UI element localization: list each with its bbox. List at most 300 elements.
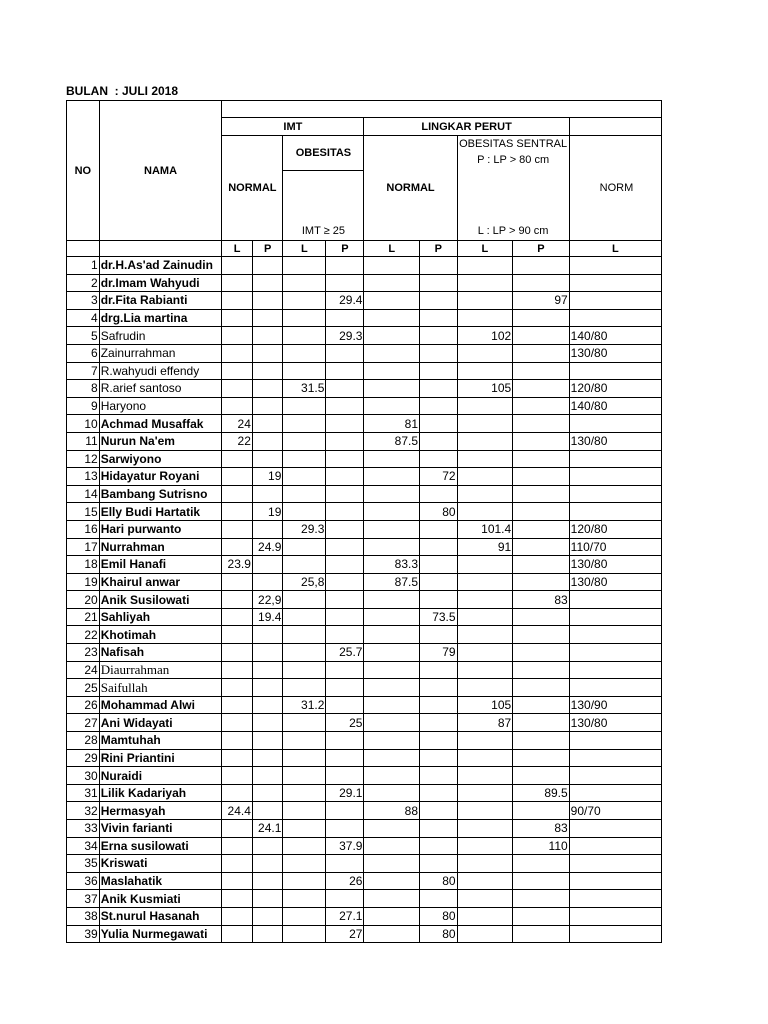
cell-imt-obesitas-p bbox=[326, 380, 364, 398]
header-sub-lp-normal-p: P bbox=[420, 241, 458, 257]
cell-imt-normal-l: 23.9 bbox=[222, 556, 253, 574]
cell-imt-normal-p bbox=[252, 802, 283, 820]
cell-imt-normal-p bbox=[252, 644, 283, 662]
cell-normal-l: 130/80 bbox=[569, 556, 661, 574]
cell-imt-normal-l bbox=[222, 907, 253, 925]
cell-imt-obesitas-l bbox=[283, 644, 326, 662]
cell-lp-normal-l bbox=[364, 344, 420, 362]
header-sub-imt-normal-l: L bbox=[222, 241, 253, 257]
cell-lp-sentral-p bbox=[513, 327, 570, 345]
row-number: 15 bbox=[67, 503, 100, 521]
cell-imt-obesitas-l: 25,8 bbox=[283, 573, 326, 591]
header-blank-row bbox=[222, 101, 662, 118]
cell-imt-obesitas-l bbox=[283, 415, 326, 433]
row-number: 28 bbox=[67, 732, 100, 750]
cell-lp-normal-p bbox=[420, 573, 458, 591]
cell-normal-l bbox=[569, 661, 661, 679]
cell-lp-sentral-p bbox=[513, 696, 570, 714]
cell-lp-normal-p bbox=[420, 257, 458, 275]
cell-lp-normal-l bbox=[364, 890, 420, 908]
cell-imt-normal-p bbox=[252, 855, 283, 873]
row-number: 37 bbox=[67, 890, 100, 908]
cell-lp-sentral-l bbox=[457, 626, 513, 644]
cell-imt-normal-p bbox=[252, 767, 283, 785]
cell-lp-sentral-p bbox=[513, 380, 570, 398]
cell-lp-sentral-p bbox=[513, 644, 570, 662]
cell-imt-normal-l bbox=[222, 309, 253, 327]
row-name: Mamtuhah bbox=[99, 732, 222, 750]
cell-imt-normal-p bbox=[252, 784, 283, 802]
header-blank-cell bbox=[569, 118, 661, 136]
cell-imt-obesitas-l bbox=[283, 872, 326, 890]
cell-imt-normal-l bbox=[222, 397, 253, 415]
cell-imt-normal-p bbox=[252, 696, 283, 714]
cell-lp-normal-l bbox=[364, 626, 420, 644]
cell-lp-sentral-l bbox=[457, 925, 513, 943]
cell-imt-obesitas-l bbox=[283, 327, 326, 345]
cell-imt-obesitas-l bbox=[283, 608, 326, 626]
cell-imt-normal-l bbox=[222, 925, 253, 943]
row-name: Sarwiyono bbox=[99, 450, 222, 468]
header-imt-normal: NORMAL bbox=[222, 136, 283, 241]
cell-imt-obesitas-p bbox=[326, 468, 364, 486]
cell-imt-obesitas-p bbox=[326, 257, 364, 275]
cell-imt-obesitas-l bbox=[283, 538, 326, 556]
cell-normal-l bbox=[569, 925, 661, 943]
cell-imt-normal-l bbox=[222, 749, 253, 767]
header-imt-obesitas: OBESITAS bbox=[283, 136, 364, 171]
cell-imt-normal-p bbox=[252, 344, 283, 362]
header-imt: IMT bbox=[222, 118, 364, 136]
cell-imt-normal-l bbox=[222, 257, 253, 275]
row-name: Diaurrahman bbox=[99, 661, 222, 679]
cell-lp-normal-l bbox=[364, 608, 420, 626]
row-name: dr.H.As'ad Zainudin bbox=[99, 257, 222, 275]
row-number: 13 bbox=[67, 468, 100, 486]
cell-imt-obesitas-l bbox=[283, 362, 326, 380]
cell-lp-sentral-l bbox=[457, 907, 513, 925]
cell-lp-normal-p bbox=[420, 274, 458, 292]
row-number: 5 bbox=[67, 327, 100, 345]
cell-lp-normal-l bbox=[364, 591, 420, 609]
cell-imt-normal-l bbox=[222, 696, 253, 714]
header-sub-lp-normal-l: L bbox=[364, 241, 420, 257]
cell-lp-sentral-l: 87 bbox=[457, 714, 513, 732]
row-name: Nurun Na'em bbox=[99, 432, 222, 450]
cell-imt-normal-p bbox=[252, 661, 283, 679]
cell-imt-normal-l bbox=[222, 485, 253, 503]
cell-lp-normal-l: 83.3 bbox=[364, 556, 420, 574]
cell-normal-l bbox=[569, 503, 661, 521]
cell-imt-obesitas-p bbox=[326, 397, 364, 415]
cell-normal-l: 110/70 bbox=[569, 538, 661, 556]
cell-lp-sentral-l: 105 bbox=[457, 696, 513, 714]
cell-lp-normal-l bbox=[364, 925, 420, 943]
cell-imt-obesitas-p bbox=[326, 503, 364, 521]
table-row bbox=[67, 784, 662, 802]
cell-lp-sentral-l bbox=[457, 644, 513, 662]
row-number: 38 bbox=[67, 907, 100, 925]
cell-imt-normal-l bbox=[222, 380, 253, 398]
cell-lp-sentral-l bbox=[457, 802, 513, 820]
row-number: 10 bbox=[67, 415, 100, 433]
header-lp-normal: NORMAL bbox=[364, 136, 457, 241]
cell-lp-sentral-l: 105 bbox=[457, 380, 513, 398]
cell-lp-sentral-l bbox=[457, 855, 513, 873]
cell-lp-normal-l bbox=[364, 362, 420, 380]
table-row bbox=[67, 837, 662, 855]
table-row bbox=[67, 591, 662, 609]
cell-imt-normal-l bbox=[222, 784, 253, 802]
cell-imt-normal-p bbox=[252, 714, 283, 732]
cell-lp-normal-l bbox=[364, 907, 420, 925]
cell-lp-sentral-p bbox=[513, 749, 570, 767]
cell-lp-sentral-l bbox=[457, 257, 513, 275]
row-name: Anik Susilowati bbox=[99, 591, 222, 609]
cell-normal-l bbox=[569, 820, 661, 838]
row-name: Erna susilowati bbox=[99, 837, 222, 855]
cell-imt-normal-l bbox=[222, 450, 253, 468]
cell-lp-normal-l bbox=[364, 274, 420, 292]
row-name: Ani Widayati bbox=[99, 714, 222, 732]
cell-imt-obesitas-p bbox=[326, 749, 364, 767]
cell-lp-sentral-l bbox=[457, 608, 513, 626]
cell-lp-normal-l bbox=[364, 485, 420, 503]
table-row bbox=[67, 644, 662, 662]
cell-imt-normal-l bbox=[222, 573, 253, 591]
cell-imt-obesitas-p bbox=[326, 432, 364, 450]
cell-lp-sentral-p bbox=[513, 767, 570, 785]
cell-imt-obesitas-p bbox=[326, 485, 364, 503]
cell-lp-normal-l: 88 bbox=[364, 802, 420, 820]
cell-imt-obesitas-p bbox=[326, 415, 364, 433]
cell-lp-normal-l bbox=[364, 714, 420, 732]
cell-imt-normal-l: 24 bbox=[222, 415, 253, 433]
cell-lp-sentral-p: 83 bbox=[513, 591, 570, 609]
cell-lp-normal-l bbox=[364, 450, 420, 468]
cell-imt-normal-l bbox=[222, 872, 253, 890]
cell-imt-normal-p: 19 bbox=[252, 503, 283, 521]
cell-imt-normal-p bbox=[252, 415, 283, 433]
cell-imt-normal-l bbox=[222, 890, 253, 908]
row-name: Nafisah bbox=[99, 644, 222, 662]
row-name: Maslahatik bbox=[99, 872, 222, 890]
row-name: Lilik Kadariyah bbox=[99, 784, 222, 802]
cell-normal-l bbox=[569, 872, 661, 890]
cell-imt-obesitas-l: 29.3 bbox=[283, 520, 326, 538]
cell-imt-normal-p bbox=[252, 749, 283, 767]
cell-lp-normal-l bbox=[364, 468, 420, 486]
cell-lp-normal-p bbox=[420, 837, 458, 855]
header-obesitas-sentral-label: OBESITAS SENTRAL bbox=[459, 138, 568, 150]
cell-lp-normal-p bbox=[420, 591, 458, 609]
cell-imt-obesitas-p bbox=[326, 696, 364, 714]
cell-lp-normal-p: 80 bbox=[420, 907, 458, 925]
row-number: 33 bbox=[67, 820, 100, 838]
cell-imt-normal-p: 19.4 bbox=[252, 608, 283, 626]
cell-normal-l bbox=[569, 450, 661, 468]
cell-imt-obesitas-p bbox=[326, 802, 364, 820]
cell-imt-obesitas-l bbox=[283, 344, 326, 362]
table-row bbox=[67, 274, 662, 292]
cell-imt-obesitas-p bbox=[326, 767, 364, 785]
header-obesitas-sentral bbox=[457, 136, 569, 171]
cell-imt-obesitas-p bbox=[326, 556, 364, 574]
cell-lp-sentral-l: 91 bbox=[457, 538, 513, 556]
cell-lp-sentral-l bbox=[457, 485, 513, 503]
row-number: 35 bbox=[67, 855, 100, 873]
cell-imt-obesitas-l: 31.2 bbox=[283, 696, 326, 714]
cell-imt-obesitas-l bbox=[283, 714, 326, 732]
cell-lp-normal-p bbox=[420, 855, 458, 873]
cell-imt-normal-p bbox=[252, 397, 283, 415]
cell-imt-obesitas-p: 25 bbox=[326, 714, 364, 732]
row-name: Yulia Nurmegawati bbox=[99, 925, 222, 943]
cell-lp-normal-p bbox=[420, 344, 458, 362]
cell-lp-normal-p bbox=[420, 485, 458, 503]
cell-imt-normal-p bbox=[252, 362, 283, 380]
row-name: Khairul anwar bbox=[99, 573, 222, 591]
cell-imt-obesitas-l bbox=[283, 485, 326, 503]
cell-imt-normal-p bbox=[252, 890, 283, 908]
cell-lp-sentral-l bbox=[457, 837, 513, 855]
header-sub-blank-no bbox=[67, 241, 100, 257]
cell-imt-normal-l bbox=[222, 344, 253, 362]
cell-lp-normal-p: 80 bbox=[420, 925, 458, 943]
cell-imt-normal-l bbox=[222, 468, 253, 486]
header-sub-normal-l: L bbox=[569, 241, 661, 257]
cell-lp-sentral-p bbox=[513, 626, 570, 644]
row-name: Hidayatur Royani bbox=[99, 468, 222, 486]
table-row bbox=[67, 503, 662, 521]
cell-imt-obesitas-p bbox=[326, 450, 364, 468]
cell-imt-obesitas-p bbox=[326, 591, 364, 609]
cell-imt-normal-p bbox=[252, 556, 283, 574]
cell-imt-normal-p: 24.9 bbox=[252, 538, 283, 556]
cell-imt-normal-p bbox=[252, 520, 283, 538]
cell-imt-obesitas-l bbox=[283, 626, 326, 644]
cell-imt-normal-p bbox=[252, 309, 283, 327]
cell-lp-sentral-p bbox=[513, 608, 570, 626]
row-number: 36 bbox=[67, 872, 100, 890]
cell-lp-normal-p bbox=[420, 732, 458, 750]
cell-imt-obesitas-p bbox=[326, 608, 364, 626]
table-row bbox=[67, 714, 662, 732]
row-name: Mohammad Alwi bbox=[99, 696, 222, 714]
cell-lp-normal-p bbox=[420, 626, 458, 644]
table-row bbox=[67, 292, 662, 310]
cell-lp-sentral-l bbox=[457, 732, 513, 750]
row-number: 16 bbox=[67, 520, 100, 538]
cell-imt-obesitas-p: 29.3 bbox=[326, 327, 364, 345]
cell-imt-obesitas-l bbox=[283, 274, 326, 292]
cell-imt-obesitas-l: 31.5 bbox=[283, 380, 326, 398]
cell-lp-sentral-l bbox=[457, 784, 513, 802]
table-row bbox=[67, 802, 662, 820]
cell-lp-sentral-l bbox=[457, 872, 513, 890]
cell-lp-normal-p bbox=[420, 556, 458, 574]
cell-imt-obesitas-p: 37.9 bbox=[326, 837, 364, 855]
table-body bbox=[67, 257, 662, 943]
cell-imt-obesitas-l bbox=[283, 661, 326, 679]
cell-imt-obesitas-l bbox=[283, 890, 326, 908]
cell-imt-obesitas-l bbox=[283, 397, 326, 415]
row-number: 27 bbox=[67, 714, 100, 732]
cell-lp-sentral-p bbox=[513, 520, 570, 538]
table-row bbox=[67, 925, 662, 943]
row-name: St.nurul Hasanah bbox=[99, 907, 222, 925]
row-number: 22 bbox=[67, 626, 100, 644]
cell-imt-normal-p bbox=[252, 732, 283, 750]
row-name: drg.Lia martina bbox=[99, 309, 222, 327]
cell-lp-sentral-p bbox=[513, 309, 570, 327]
cell-lp-normal-l bbox=[364, 749, 420, 767]
header-lp-l-rule: L : LP > 90 cm bbox=[457, 171, 569, 241]
row-number: 20 bbox=[67, 591, 100, 609]
cell-imt-obesitas-p bbox=[326, 520, 364, 538]
cell-lp-sentral-p: 97 bbox=[513, 292, 570, 310]
cell-lp-sentral-p bbox=[513, 274, 570, 292]
header-lingkar-perut: LINGKAR PERUT bbox=[364, 118, 569, 136]
cell-lp-normal-l bbox=[364, 397, 420, 415]
cell-imt-normal-p bbox=[252, 925, 283, 943]
header-sub-lp-sentral-l: L bbox=[457, 241, 513, 257]
cell-imt-obesitas-l bbox=[283, 468, 326, 486]
row-number: 23 bbox=[67, 644, 100, 662]
table-row bbox=[67, 485, 662, 503]
cell-normal-l: 130/90 bbox=[569, 696, 661, 714]
cell-lp-sentral-p: 110 bbox=[513, 837, 570, 855]
table-row bbox=[67, 309, 662, 327]
cell-imt-obesitas-p bbox=[326, 344, 364, 362]
cell-imt-obesitas-l bbox=[283, 802, 326, 820]
cell-lp-normal-p bbox=[420, 784, 458, 802]
cell-normal-l: 140/80 bbox=[569, 397, 661, 415]
row-number: 30 bbox=[67, 767, 100, 785]
cell-imt-obesitas-p bbox=[326, 274, 364, 292]
cell-imt-obesitas-l bbox=[283, 432, 326, 450]
cell-imt-normal-p bbox=[252, 907, 283, 925]
row-number: 12 bbox=[67, 450, 100, 468]
cell-lp-normal-l bbox=[364, 661, 420, 679]
cell-normal-l bbox=[569, 644, 661, 662]
cell-imt-obesitas-l bbox=[283, 257, 326, 275]
cell-lp-sentral-l: 101.4 bbox=[457, 520, 513, 538]
cell-normal-l: 130/80 bbox=[569, 432, 661, 450]
cell-normal-l bbox=[569, 749, 661, 767]
cell-lp-sentral-l bbox=[457, 274, 513, 292]
header-nama: NAMA bbox=[99, 101, 222, 241]
cell-imt-obesitas-p: 27.1 bbox=[326, 907, 364, 925]
cell-imt-obesitas-p: 29.1 bbox=[326, 784, 364, 802]
row-number: 19 bbox=[67, 573, 100, 591]
cell-lp-sentral-l bbox=[457, 661, 513, 679]
cell-lp-sentral-p bbox=[513, 397, 570, 415]
cell-lp-normal-l bbox=[364, 872, 420, 890]
row-number: 4 bbox=[67, 309, 100, 327]
cell-normal-l bbox=[569, 591, 661, 609]
row-name: Hermasyah bbox=[99, 802, 222, 820]
header-lp-p-rule: P : LP > 80 cm bbox=[477, 154, 550, 166]
row-number: 14 bbox=[67, 485, 100, 503]
cell-lp-sentral-p bbox=[513, 855, 570, 873]
cell-lp-normal-p bbox=[420, 890, 458, 908]
row-number: 21 bbox=[67, 608, 100, 626]
cell-imt-obesitas-l bbox=[283, 309, 326, 327]
cell-lp-sentral-p bbox=[513, 732, 570, 750]
table-row bbox=[67, 362, 662, 380]
table-row bbox=[67, 679, 662, 697]
cell-normal-l bbox=[569, 837, 661, 855]
cell-imt-obesitas-l bbox=[283, 907, 326, 925]
cell-normal-l bbox=[569, 257, 661, 275]
cell-lp-sentral-l bbox=[457, 556, 513, 574]
cell-imt-normal-p: 22,9 bbox=[252, 591, 283, 609]
cell-lp-normal-p bbox=[420, 450, 458, 468]
cell-lp-normal-l: 81 bbox=[364, 415, 420, 433]
cell-lp-sentral-l bbox=[457, 679, 513, 697]
cell-lp-sentral-l bbox=[457, 362, 513, 380]
cell-lp-normal-p bbox=[420, 415, 458, 433]
cell-imt-normal-l bbox=[222, 679, 253, 697]
cell-imt-normal-p bbox=[252, 837, 283, 855]
cell-imt-normal-p bbox=[252, 872, 283, 890]
cell-lp-normal-l bbox=[364, 327, 420, 345]
cell-lp-normal-p: 80 bbox=[420, 503, 458, 521]
cell-lp-normal-l bbox=[364, 292, 420, 310]
cell-normal-l bbox=[569, 732, 661, 750]
table-row bbox=[67, 538, 662, 556]
cell-lp-sentral-p bbox=[513, 907, 570, 925]
cell-lp-sentral-p bbox=[513, 415, 570, 433]
header-norm-cut: NORM bbox=[569, 136, 661, 241]
cell-imt-normal-l bbox=[222, 820, 253, 838]
cell-imt-normal-p bbox=[252, 292, 283, 310]
table-row bbox=[67, 608, 662, 626]
cell-lp-normal-p: 79 bbox=[420, 644, 458, 662]
row-name: dr.Imam Wahyudi bbox=[99, 274, 222, 292]
table-row bbox=[67, 696, 662, 714]
cell-lp-sentral-p bbox=[513, 872, 570, 890]
cell-imt-normal-l bbox=[222, 644, 253, 662]
cell-imt-normal-p bbox=[252, 679, 283, 697]
cell-imt-normal-l bbox=[222, 837, 253, 855]
row-number: 2 bbox=[67, 274, 100, 292]
cell-normal-l bbox=[569, 855, 661, 873]
table-row bbox=[67, 344, 662, 362]
row-name: Elly Budi Hartatik bbox=[99, 503, 222, 521]
cell-normal-l bbox=[569, 608, 661, 626]
table-row bbox=[67, 749, 662, 767]
row-number: 3 bbox=[67, 292, 100, 310]
cell-lp-sentral-l bbox=[457, 503, 513, 521]
cell-imt-obesitas-p: 29.4 bbox=[326, 292, 364, 310]
cell-lp-sentral-p bbox=[513, 503, 570, 521]
cell-lp-sentral-l bbox=[457, 450, 513, 468]
cell-imt-normal-l bbox=[222, 714, 253, 732]
cell-lp-normal-p bbox=[420, 802, 458, 820]
cell-imt-normal-p: 24.1 bbox=[252, 820, 283, 838]
cell-imt-obesitas-l bbox=[283, 732, 326, 750]
row-name: Khotimah bbox=[99, 626, 222, 644]
cell-lp-normal-p bbox=[420, 679, 458, 697]
cell-imt-normal-l bbox=[222, 503, 253, 521]
data-table bbox=[66, 100, 662, 943]
cell-lp-normal-p bbox=[420, 292, 458, 310]
cell-imt-obesitas-l bbox=[283, 855, 326, 873]
table-row bbox=[67, 327, 662, 345]
cell-imt-obesitas-l bbox=[283, 450, 326, 468]
